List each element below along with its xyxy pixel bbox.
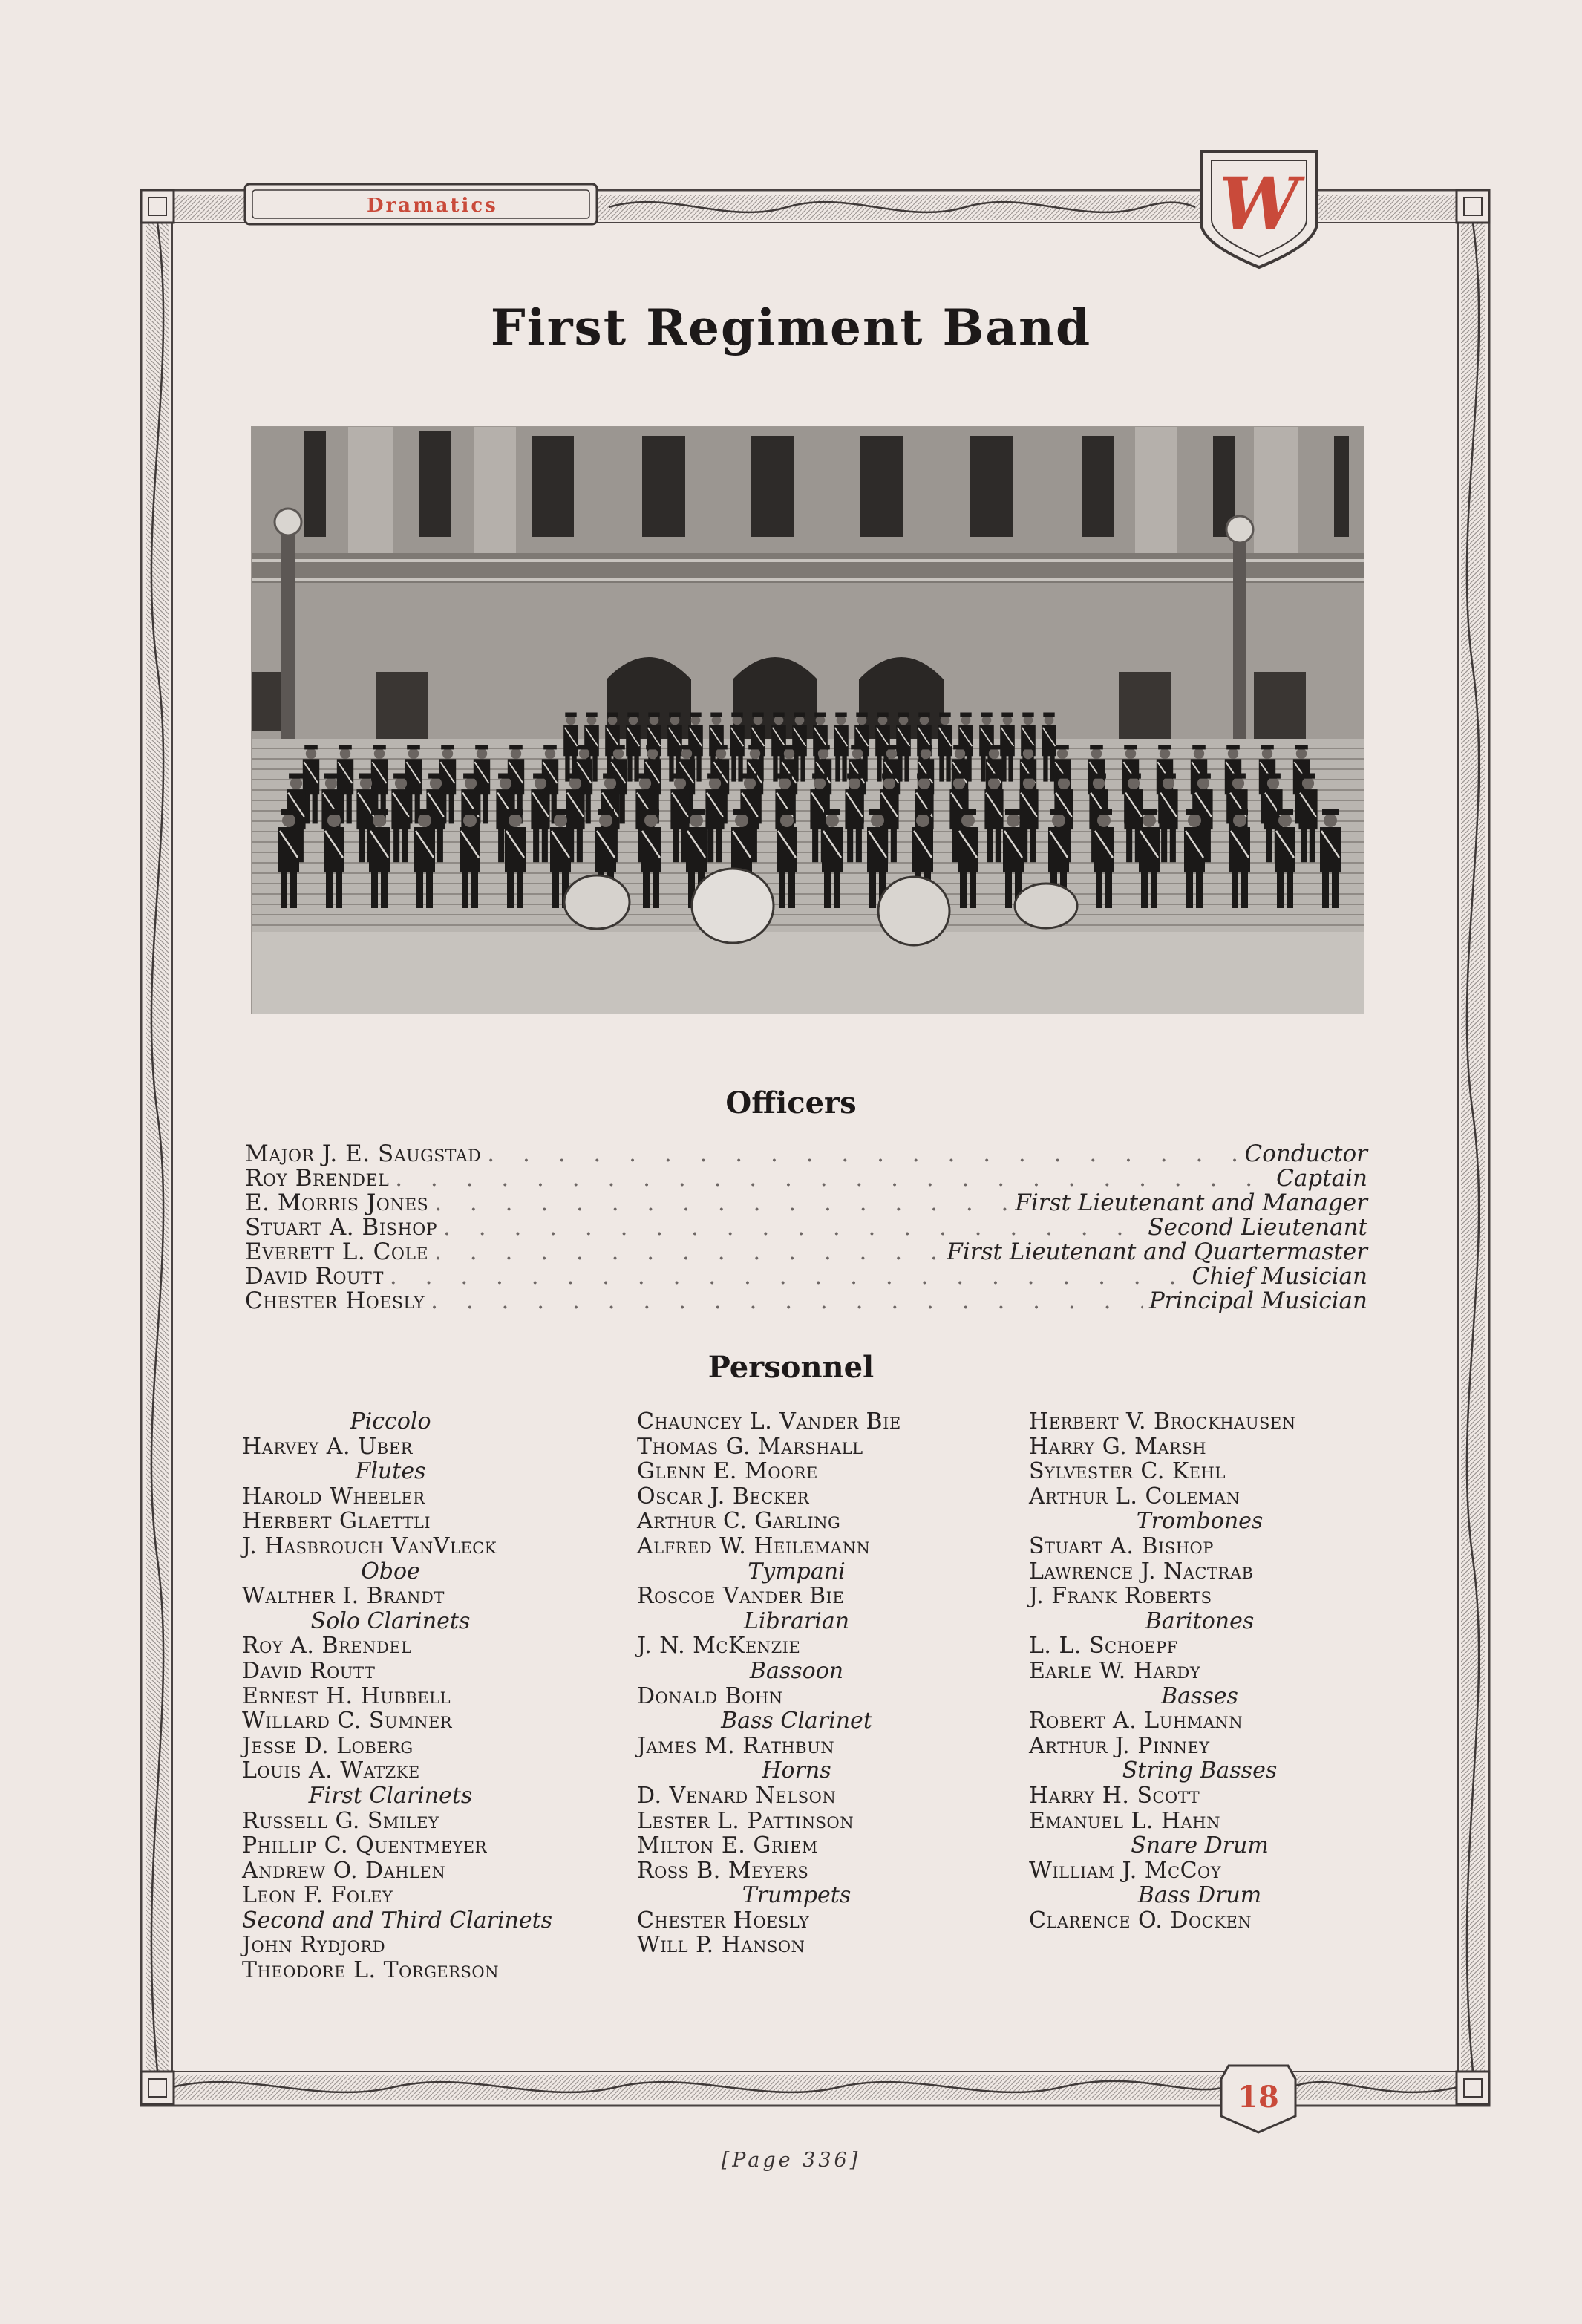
member-name: Sylvester C. Kehl bbox=[1029, 1458, 1226, 1485]
personnel-column-2 bbox=[637, 1409, 956, 1958]
instrument-section-label: Snare Drum bbox=[1131, 1832, 1269, 1859]
leader-dots bbox=[487, 1142, 1238, 1166]
member-name: James M. Rathbun bbox=[637, 1732, 835, 1759]
personnel-heading: Personnel bbox=[707, 1350, 875, 1385]
member-name: Ross B. Meyers bbox=[637, 1857, 809, 1884]
officers-list bbox=[245, 1142, 1367, 1313]
officer-title: Second Lieutenant bbox=[1148, 1214, 1367, 1241]
officer-row bbox=[245, 1264, 1367, 1289]
member-name: Glenn E. Moore bbox=[637, 1458, 818, 1485]
officer-title: First Lieutenant and Quartermaster bbox=[947, 1238, 1367, 1265]
member-name: J. Frank Roberts bbox=[1029, 1583, 1212, 1610]
instrument-section-label: Second and Third Clarinets bbox=[242, 1907, 553, 1933]
instrument-section-label: Basses bbox=[1161, 1682, 1238, 1709]
officers-heading: Officers bbox=[725, 1086, 857, 1120]
officer-row bbox=[245, 1191, 1367, 1215]
band-photo-illustration bbox=[252, 427, 1364, 1014]
member-name: Robert A. Luhmann bbox=[1029, 1708, 1243, 1734]
member-name: Walther I. Brandt bbox=[242, 1583, 445, 1610]
member-name: Harvey A. Uber bbox=[242, 1433, 413, 1460]
section-label: Dramatics bbox=[367, 195, 498, 217]
instrument-section-label: Piccolo bbox=[350, 1409, 431, 1434]
member-name: John Rydjord bbox=[242, 1932, 386, 1959]
member-name: Phillip C. Quentmeyer bbox=[242, 1832, 487, 1859]
member-name: Chauncey L. Vander Bie bbox=[637, 1409, 901, 1434]
member-name: Leon F. Foley bbox=[242, 1882, 393, 1909]
instrument-section-label: Baritones bbox=[1145, 1607, 1255, 1634]
officer-name: Everett L. Cole bbox=[245, 1238, 429, 1265]
member-name: David Routt bbox=[242, 1657, 376, 1684]
officer-title: Principal Musician bbox=[1148, 1287, 1367, 1314]
member-name: Roy A. Brendel bbox=[242, 1633, 412, 1659]
instrument-section-label: First Clarinets bbox=[308, 1782, 473, 1809]
personnel-column-1 bbox=[242, 1409, 553, 1984]
instrument-section-label: Trumpets bbox=[742, 1882, 852, 1909]
member-name: Theodore L. Torgerson bbox=[242, 1957, 500, 1984]
leader-dots bbox=[434, 1191, 1009, 1215]
leader-dots bbox=[443, 1215, 1142, 1240]
member-name: Louis A. Watzke bbox=[242, 1757, 420, 1784]
member-name: Arthur C. Garling bbox=[637, 1508, 841, 1535]
personnel-column-3 bbox=[1029, 1409, 1370, 1933]
instrument-section-label: String Basses bbox=[1122, 1757, 1278, 1784]
leader-dots bbox=[390, 1264, 1186, 1289]
member-name: J. N. McKenzie bbox=[637, 1633, 801, 1659]
instrument-section-label: Bassoon bbox=[749, 1657, 844, 1684]
page-title: First Regiment Band bbox=[490, 298, 1092, 356]
crest-shield-icon bbox=[1197, 146, 1321, 272]
leader-dots bbox=[431, 1289, 1143, 1313]
member-name: Harold Wheeler bbox=[242, 1483, 425, 1509]
officer-name: David Routt bbox=[245, 1263, 384, 1290]
member-name: Thomas G. Marshall bbox=[637, 1433, 863, 1460]
member-name: Chester Hoesly bbox=[637, 1907, 810, 1933]
instrument-section-label: Librarian bbox=[743, 1607, 850, 1634]
officer-title: Chief Musician bbox=[1192, 1263, 1367, 1290]
member-name: D. Venard Nelson bbox=[637, 1782, 837, 1809]
instrument-section-label: Tympani bbox=[748, 1558, 846, 1584]
member-name: Lester L. Pattinson bbox=[637, 1807, 854, 1834]
leader-dots bbox=[434, 1240, 941, 1264]
member-name: J. Hasbrouch VanVleck bbox=[242, 1533, 497, 1559]
member-name: Harry H. Scott bbox=[1029, 1782, 1200, 1809]
instrument-section-label: Horns bbox=[762, 1757, 831, 1784]
member-name: Andrew O. Dahlen bbox=[242, 1857, 446, 1884]
instrument-section-label: Oboe bbox=[361, 1558, 420, 1584]
instrument-section-label: Bass Drum bbox=[1137, 1882, 1262, 1909]
leader-dots bbox=[395, 1166, 1270, 1191]
officer-name: Stuart A. Bishop bbox=[245, 1214, 438, 1241]
officer-name: Major J. E. Saugstad bbox=[245, 1140, 482, 1167]
instrument-section-label: Flutes bbox=[355, 1458, 426, 1485]
member-name: Emanuel L. Hahn bbox=[1029, 1807, 1220, 1834]
member-name: Arthur L. Coleman bbox=[1029, 1483, 1241, 1509]
instrument-section-label: Solo Clarinets bbox=[310, 1607, 471, 1634]
member-name: Lawrence J. Nactrab bbox=[1029, 1558, 1254, 1584]
member-name: Jesse D. Loberg bbox=[242, 1732, 414, 1759]
member-name: Herbert V. Brockhausen bbox=[1029, 1409, 1296, 1434]
officer-title: Conductor bbox=[1244, 1140, 1367, 1167]
emblem-letter: W bbox=[1219, 162, 1299, 246]
officer-name: Roy Brendel bbox=[245, 1165, 390, 1192]
page-number-badge: 18 bbox=[1238, 2080, 1279, 2115]
band-group-photo bbox=[251, 426, 1364, 1014]
member-name: L. L. Schoepf bbox=[1029, 1633, 1178, 1659]
member-name: Arthur J. Pinney bbox=[1029, 1732, 1210, 1759]
member-name: Herbert Glaettli bbox=[242, 1508, 431, 1535]
officer-row bbox=[245, 1289, 1367, 1313]
officer-row bbox=[245, 1142, 1367, 1166]
instrument-section-label: Trombones bbox=[1136, 1508, 1264, 1535]
member-name: Alfred W. Heilemann bbox=[637, 1533, 871, 1559]
instrument-section-label: Bass Clarinet bbox=[721, 1708, 872, 1734]
officer-title: First Lieutenant and Manager bbox=[1015, 1189, 1367, 1216]
member-name: Russell G. Smiley bbox=[242, 1807, 439, 1834]
member-name: Stuart A. Bishop bbox=[1029, 1533, 1214, 1559]
member-name: Oscar J. Becker bbox=[637, 1483, 810, 1509]
member-name: Will P. Hanson bbox=[637, 1932, 805, 1959]
member-name: Clarence O. Docken bbox=[1029, 1907, 1252, 1933]
officer-name: E. Morris Jones bbox=[245, 1189, 429, 1216]
officer-title: Captain bbox=[1276, 1165, 1367, 1192]
officer-row bbox=[245, 1215, 1367, 1240]
officer-name: Chester Hoesly bbox=[245, 1287, 425, 1314]
officer-row bbox=[245, 1166, 1367, 1191]
member-name: Harry G. Marsh bbox=[1029, 1433, 1207, 1460]
member-name: Earle W. Hardy bbox=[1029, 1657, 1201, 1684]
member-name: Milton E. Griem bbox=[637, 1832, 818, 1859]
member-name: Ernest H. Hubbell bbox=[242, 1682, 451, 1709]
member-name: Willard C. Sumner bbox=[242, 1708, 453, 1734]
member-name: Roscoe Vander Bie bbox=[637, 1583, 845, 1610]
officer-row bbox=[245, 1240, 1367, 1264]
member-name: William J. McCoy bbox=[1029, 1857, 1222, 1884]
member-name: Donald Bohn bbox=[637, 1682, 783, 1709]
page-footer: [Page 336] bbox=[721, 2149, 861, 2172]
